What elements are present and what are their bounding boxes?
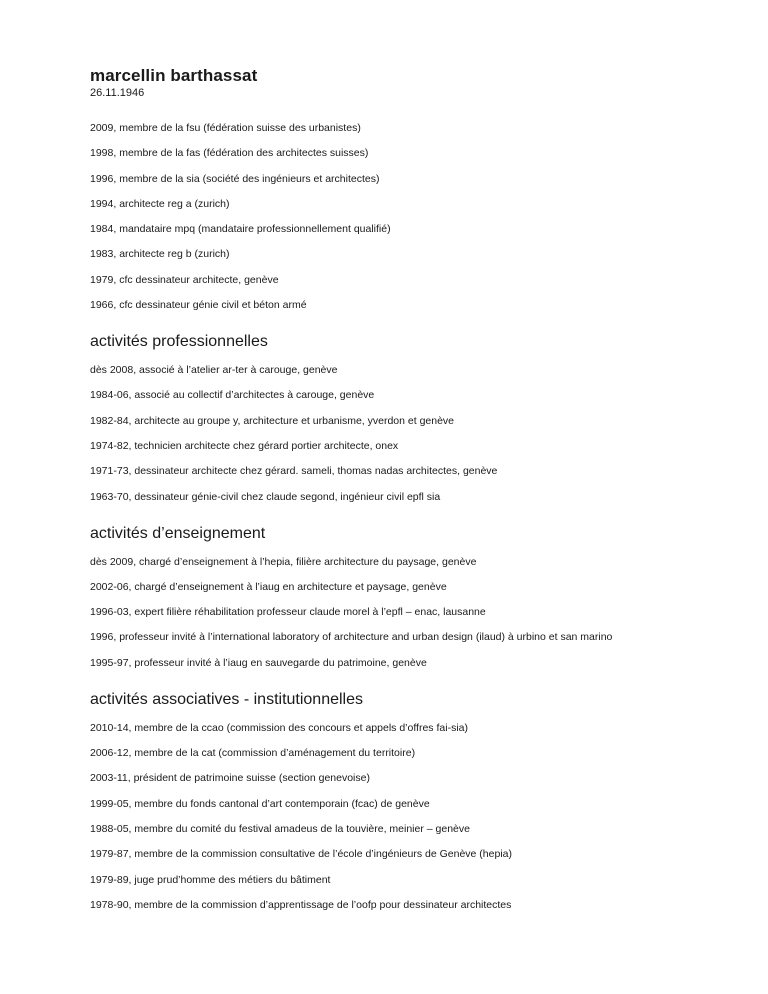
list-item: 1971-73, dessinateur architecte chez gérard. sameli, thomas nadas architectes, genève (90, 465, 498, 478)
list-item: 1974-82, technicien architecte chez gérard portier architecte, onex (90, 439, 399, 452)
list-item: 2006-12, membre de la cat (commission d’aménagement du territoire) (90, 747, 416, 760)
teaching-section (90, 524, 730, 670)
list-item: 2009, membre de la fsu (fédération suisse des urbanistes) (90, 122, 361, 134)
section-title-teaching: activités d’enseignement (90, 524, 266, 542)
teaching-list (90, 556, 730, 670)
list-item: 1995-97, professeur invité à l’iaug en sauvegarde du patrimoine, genève (90, 656, 427, 669)
list-item: 1996-03, expert filière réhabilitation professeur claude morel à l’epfl – enac, lausanne (90, 606, 486, 619)
list-item: 1983, architecte reg b (zurich) (90, 248, 230, 261)
list-item: 2003-11, président de patrimoine suisse (section genevoise) (90, 772, 370, 785)
professional-list (90, 364, 730, 503)
list-item: 1984-06, associé au collectif d’architectes à carouge, genève (90, 389, 375, 402)
list-item: 1963-70, dessinateur génie-civil chez claude segond, ingénieur civil epfl sia (90, 490, 441, 503)
section-title-associative: activités associatives - institutionnelles (90, 690, 364, 708)
list-item: 1978-90, membre de la commission d’apprentissage de l’oofp pour dessinateur architectes (90, 898, 512, 911)
list-item: 1979-87, membre de la commission consultative de l’école d’ingénieurs de Genève (hepia) (90, 848, 512, 861)
list-item: 1966, cfc dessinateur génie civil et béton armé (90, 299, 307, 312)
cv-document (90, 66, 730, 924)
list-item: 2002-06, chargé d’enseignement à l’iaug en architecture et paysage, genève (90, 580, 447, 593)
list-item: dès 2008, associé à l’atelier ar-ter à carouge, genève (90, 364, 338, 377)
memberships-section (90, 122, 730, 312)
date-of-birth: 26.11.1946 (90, 87, 145, 99)
section-title-professional: activités professionnelles (90, 333, 268, 351)
list-item: 1998, membre de la fas (fédération des architectes suisses) (90, 147, 369, 160)
professional-section (90, 332, 730, 503)
list-item: 1994, architecte reg a (zurich) (90, 197, 230, 210)
associative-section (90, 690, 730, 912)
list-item: 1979-89, juge prud’homme des métiers du bâtiment (90, 873, 331, 886)
list-item: 1988-05, membre du comité du festival amadeus de la touvière, meinier – genève (90, 822, 470, 835)
list-item: 1979, cfc dessinateur architecte, genève (90, 273, 279, 286)
memberships-list (90, 122, 730, 312)
list-item: 1999-05, membre du fonds cantonal d’art contemporain (fcac) de genève (90, 797, 430, 810)
person-name: marcellin barthassat (90, 66, 258, 85)
list-item: 1996, membre de la sia (société des ingénieurs et architectes) (90, 172, 380, 185)
list-item: 1984, mandataire mpq (mandataire professionnellement qualifié) (90, 223, 391, 236)
list-item: 1982-84, architecte au groupe y, architecture et urbanisme, yverdon et genève (90, 414, 455, 427)
associative-list (90, 722, 730, 912)
list-item: 1996, professeur invité à l’international laboratory of architecture and urban design (ilaud) à urbino et san marino (90, 631, 613, 644)
list-item: 2010-14, membre de la ccao (commission des concours et appels d’offres fai-sia) (90, 721, 468, 734)
list-item: dès 2009, chargé d’enseignement à l’hepia, filière architecture du paysage, genève (90, 555, 477, 568)
